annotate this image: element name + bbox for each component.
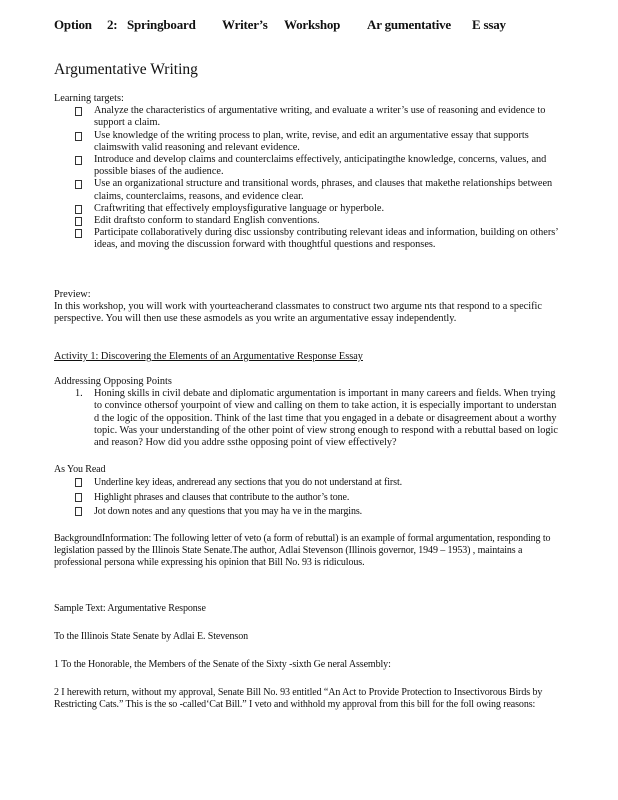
- preview-section: [54, 289, 562, 326]
- list-item: Use an organizational structure and transitional words, phrases, and clauses that makethe relationships between claims, counterclaims, reasons, and evidence clear.: [54, 178, 562, 202]
- header-workshop: Workshop: [284, 17, 341, 32]
- header-option: Option: [54, 17, 92, 32]
- learning-targets: [54, 93, 562, 252]
- list-item: Highlight phrases and clauses that contribute to the author’s tone.: [54, 491, 562, 506]
- list-item: Analyze the characteristics of argumentative writing, and evaluate a writer’s use of reasoning and evidence to support a claim.: [54, 105, 562, 129]
- paragraph-2: 2 I herewith return, without my approval, Senate Bill No. 93 entitled “An Act to Provide Protection to Insectivorous Birds by Restricting Cats.” This is the so -called‘Cat Bill.” I veto and withhold my approval from this bill for the foll owing reasons:: [54, 687, 543, 711]
- list-item: Participate collaboratively during disc ussionsby contributing relevant ideas and information, building on others’ ideas, and moving the discussion forward with thoughtful questions and responses.: [54, 227, 562, 251]
- as-you-read-list: [54, 476, 562, 520]
- item-number: 1.: [75, 388, 83, 400]
- preview-text: In this workshop, you will work with yourteacherand classmates to construct two argume nts that respond to a specific perspective. You will then use these asmodels as you write an argumentative essay independently.: [54, 301, 542, 325]
- list-item: Underline key ideas, andreread any sections that you do not understand at first.: [54, 476, 562, 491]
- learning-targets-list: [54, 105, 562, 251]
- header-writers: Writer’s: [222, 17, 268, 32]
- as-you-read-section: [54, 464, 562, 520]
- letter-addressee: To the Illinois State Senate by Adlai E. Stevenson: [54, 631, 248, 642]
- list-item: Use knowledge of the writing process to plan, write, revise, and edit an argumentative essay that supports claimswith valid reasoning and relevant evidence.: [54, 130, 562, 154]
- header-argumentative: Ar gumentative: [367, 17, 451, 32]
- list-item: Jot down notes and any questions that you may ha ve in the margins.: [54, 505, 562, 520]
- learning-targets-heading: Learning targets:: [54, 93, 124, 104]
- background-information: BackgroundInformation: The following letter of veto (a form of rebuttal) is an example of formal argumentation, responding to legislation passed by the Illinois State Senate.The author, Adlai Stevenson (Illinois governor, 1949 – 1953) , maintains a professional persona while expressing his opinion that Bill No. 93 is ridiculous.: [54, 533, 551, 569]
- opposing-heading: Addressing Opposing Points: [54, 376, 172, 387]
- opposing-list: [54, 388, 562, 449]
- list-item: Edit draftsto conform to standard English conventions.: [54, 215, 562, 227]
- list-item: [54, 388, 562, 449]
- header-essay: E ssay: [472, 17, 506, 32]
- item-text: Honing skills in civil debate and diplomatic argumentation is important in many careers and fields. When trying to convince othersof yourpoint of view and calling on them to take action, it is especially important to understan d the logic of the opposition. Think of the last time that you engaged in a debate or disagreement about a worthy topic. Was your understanding of the other point of view strong enough to respond with a rebuttal based on logic and reason? How did you addre ssthe opposing point of view effectively?: [94, 388, 558, 449]
- opposing-points-section: [54, 376, 562, 449]
- sample-text-label: Sample Text: Argumentative Response: [54, 603, 206, 614]
- paragraph-1: 1 To the Honorable, the Members of the Senate of the Sixty -sixth Ge neral Assembly:: [54, 659, 391, 670]
- header-springboard: Springboard: [127, 17, 196, 32]
- list-item: Craftwriting that effectively employsfigurative language or hyperbole.: [54, 203, 562, 215]
- as-you-read-heading: As You Read: [54, 464, 106, 475]
- preview-heading: Preview:: [54, 289, 91, 300]
- activity-title: Activity 1: Discovering the Elements of an Argumentative Response Essay: [54, 351, 363, 362]
- list-item: Introduce and develop claims and counterclaims effectively, anticipatingthe knowledge, concerns, values, and possible biases of the audience.: [54, 154, 562, 178]
- header-number: 2:: [107, 17, 118, 32]
- section-title: Argumentative Writing: [54, 61, 198, 78]
